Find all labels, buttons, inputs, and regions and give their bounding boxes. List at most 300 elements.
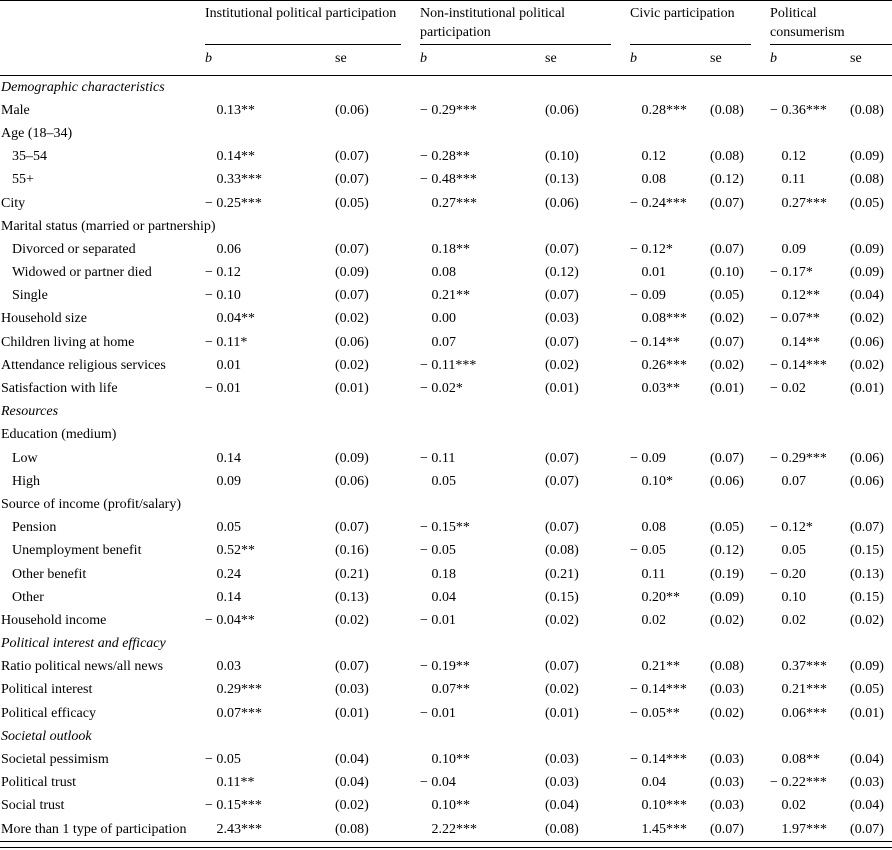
coefficient-value: 0.10 xyxy=(781,589,806,605)
row-label: Unemployment benefit xyxy=(12,543,142,559)
standard-error-cell: (0.19) xyxy=(710,566,744,582)
coefficient-value: 0.13** xyxy=(216,102,255,118)
standard-error-cell xyxy=(330,215,415,238)
standard-error-cell: (0.06) xyxy=(545,195,579,211)
coefficient-value: 0.01 xyxy=(216,357,241,373)
corner-empty-cell xyxy=(0,1,200,46)
coefficient-cell xyxy=(415,122,540,145)
table-row xyxy=(0,238,892,261)
coefficient-cell xyxy=(415,586,540,609)
coefficient-cell: − 0.12* xyxy=(770,520,813,536)
coefficient-cell xyxy=(415,308,540,331)
coefficient-value: 1.97*** xyxy=(781,821,827,837)
standard-error-cell: (0.07) xyxy=(335,288,369,304)
standard-error-cell: (0.01) xyxy=(545,705,579,721)
coefficient-cell xyxy=(625,563,705,586)
column-group-label: Civic participation xyxy=(630,1,751,45)
table-row xyxy=(0,285,892,308)
coefficient-value: 0.14** xyxy=(781,334,820,350)
coefficient-cell xyxy=(765,609,845,632)
standard-error-cell: (0.16) xyxy=(335,543,369,559)
standard-error-cell: (0.07) xyxy=(545,288,579,304)
coefficient-cell xyxy=(765,493,845,516)
section-row xyxy=(0,633,892,656)
column-group-label: Institutional political participation xyxy=(205,1,401,45)
table-row xyxy=(0,215,892,238)
row-label: Household income xyxy=(1,612,107,628)
coefficient-value: 1.45*** xyxy=(641,821,687,837)
row-label: City xyxy=(1,195,26,211)
standard-error-cell: (0.07) xyxy=(545,520,579,536)
row-label: Pension xyxy=(12,520,57,536)
coefficient-cell: − 0.05 xyxy=(630,543,666,559)
coefficient-cell xyxy=(765,818,845,842)
standard-error-cell: (0.04) xyxy=(545,798,579,814)
coefficient-value: 0.05 xyxy=(216,520,241,536)
col-header-b: b xyxy=(625,45,705,76)
coefficient-value: 0.37*** xyxy=(781,659,827,675)
standard-error-cell: (0.04) xyxy=(850,752,884,768)
coefficient-value: 0.11** xyxy=(216,775,255,791)
row-label: High xyxy=(12,473,40,489)
standard-error-cell: (0.08) xyxy=(540,818,625,842)
standard-error-cell: (0.01) xyxy=(335,381,369,397)
coefficient-cell: − 0.05** xyxy=(630,705,680,721)
table-row xyxy=(0,818,892,842)
coefficient-value: 0.14** xyxy=(216,149,255,165)
coefficient-cell xyxy=(625,262,705,285)
coefficient-value: 0.27*** xyxy=(431,195,477,211)
standard-error-cell: (0.07) xyxy=(710,195,744,211)
coefficient-cell xyxy=(625,586,705,609)
standard-error-cell: (0.06) xyxy=(850,450,884,466)
coefficient-cell: − 0.29*** xyxy=(420,102,477,118)
coefficient-cell: − 0.02 xyxy=(770,381,806,397)
coefficient-value: 0.04 xyxy=(431,589,456,605)
coefficient-value: 0.05 xyxy=(431,473,456,489)
coefficient-value: 0.18** xyxy=(431,241,470,257)
standard-error-cell: (0.08) xyxy=(330,818,415,842)
coefficient-cell xyxy=(415,238,540,261)
standard-error-cell: (0.01) xyxy=(710,381,744,397)
coefficient-value: 0.11 xyxy=(781,172,806,188)
coefficient-value: 0.03** xyxy=(641,381,680,397)
coefficient-cell: − 0.25*** xyxy=(205,195,262,211)
coefficient-cell xyxy=(625,215,705,238)
section-row xyxy=(0,725,892,748)
coefficient-value: 0.06 xyxy=(216,241,241,257)
standard-error-cell: (0.12) xyxy=(710,172,744,188)
coefficient-cell xyxy=(200,447,330,470)
coefficient-cell xyxy=(415,331,540,354)
coefficient-cell xyxy=(625,493,705,516)
coefficient-cell xyxy=(200,354,330,377)
coefficient-cell xyxy=(625,656,705,679)
row-label: Other xyxy=(12,589,44,605)
coefficient-value: 0.12 xyxy=(781,149,806,165)
coefficient-cell xyxy=(765,679,845,702)
row-label: Attendance religious services xyxy=(1,357,166,373)
coefficient-value: 0.27*** xyxy=(781,195,827,211)
coefficient-value: 0.02 xyxy=(781,612,806,628)
table-row xyxy=(0,447,892,470)
standard-error-cell: (0.07) xyxy=(335,520,369,536)
coefficient-value: 0.10** xyxy=(431,752,470,768)
coefficient-cell xyxy=(765,748,845,771)
coefficient-cell xyxy=(765,470,845,493)
coefficient-value: 0.09 xyxy=(781,241,806,257)
coefficient-value: 0.08 xyxy=(431,265,456,281)
table-row xyxy=(0,99,892,122)
coefficient-value: 0.52** xyxy=(216,543,255,559)
coefficient-cell: − 0.07** xyxy=(770,311,820,327)
standard-error-cell: (0.07) xyxy=(850,520,884,536)
coefficient-cell xyxy=(200,308,330,331)
standard-error-cell: (0.01) xyxy=(335,705,369,721)
coefficient-cell xyxy=(200,563,330,586)
column-group-label: Political consumerism xyxy=(770,1,892,45)
standard-error-cell: (0.04) xyxy=(850,288,884,304)
coefficient-cell xyxy=(625,354,705,377)
table-row xyxy=(0,308,892,331)
coefficient-cell xyxy=(765,424,845,447)
coefficient-cell xyxy=(625,99,705,122)
coefficient-cell xyxy=(415,563,540,586)
standard-error-cell xyxy=(845,122,892,145)
standard-error-cell: (0.09) xyxy=(850,149,884,165)
coefficient-cell xyxy=(200,818,330,842)
standard-error-cell: (0.05) xyxy=(710,520,744,536)
table-row xyxy=(0,262,892,285)
coefficient-value: 0.06*** xyxy=(781,705,827,721)
col-header-se: se xyxy=(705,45,765,76)
coefficient-cell: − 0.17* xyxy=(770,265,813,281)
coefficient-cell: − 0.20 xyxy=(770,566,806,582)
standard-error-cell: (0.03) xyxy=(545,311,579,327)
table-row xyxy=(0,122,892,145)
column-group-civic xyxy=(625,1,765,46)
column-group-label: Non-institutional political participation xyxy=(420,1,611,45)
standard-error-cell: (0.01) xyxy=(545,381,579,397)
standard-error-cell: (0.06) xyxy=(335,102,369,118)
coefficient-value: 0.12 xyxy=(641,149,666,165)
standard-error-cell: (0.04) xyxy=(335,775,369,791)
coefficient-cell: − 0.19** xyxy=(420,659,470,675)
standard-error-cell: (0.09) xyxy=(850,659,884,675)
coefficient-value: 0.08 xyxy=(641,172,666,188)
coefficient-cell xyxy=(625,517,705,540)
coefficient-cell xyxy=(625,818,705,842)
coefficient-cell xyxy=(625,424,705,447)
standard-error-cell: (0.02) xyxy=(335,357,369,373)
section-label: Demographic characteristics xyxy=(1,79,165,95)
coefficient-cell xyxy=(415,795,540,818)
standard-error-cell: (0.13) xyxy=(335,589,369,605)
standard-error-cell: (0.01) xyxy=(850,381,884,397)
row-label: Political efficacy xyxy=(1,705,96,721)
row-label: Low xyxy=(12,450,38,466)
coefficient-value: 0.08*** xyxy=(641,311,687,327)
coefficient-cell: − 0.14*** xyxy=(630,752,687,768)
standard-error-cell xyxy=(705,424,765,447)
coefficient-value: 0.33*** xyxy=(216,172,262,188)
coefficient-cell: − 0.04** xyxy=(205,612,255,628)
standard-error-cell: (0.02) xyxy=(335,612,369,628)
table-row xyxy=(0,795,892,818)
coefficient-cell: − 0.05 xyxy=(420,543,456,559)
coefficient-cell xyxy=(200,215,330,238)
column-group-header-row xyxy=(0,1,892,46)
standard-error-cell xyxy=(540,215,625,238)
standard-error-cell: (0.07) xyxy=(845,818,892,842)
standard-error-cell: (0.09) xyxy=(710,589,744,605)
standard-error-cell: (0.03) xyxy=(335,682,369,698)
table-row xyxy=(0,748,892,771)
table-bottom-rule xyxy=(0,847,892,848)
standard-error-cell: (0.02) xyxy=(545,357,579,373)
coefficient-cell xyxy=(415,679,540,702)
coefficient-cell xyxy=(415,818,540,842)
coefficient-value: 0.08** xyxy=(781,752,820,768)
table-row xyxy=(0,331,892,354)
section-row xyxy=(0,401,892,424)
coefficient-value: 2.22*** xyxy=(431,821,477,837)
standard-error-cell: (0.07) xyxy=(335,659,369,675)
coefficient-value: 0.10*** xyxy=(641,798,687,814)
coefficient-value: 0.20** xyxy=(641,589,680,605)
row-label: Education (medium) xyxy=(1,427,117,443)
table-row xyxy=(0,702,892,725)
standard-error-cell: (0.07) xyxy=(545,241,579,257)
coefficient-value: 2.43*** xyxy=(216,821,262,837)
standard-error-cell: (0.06) xyxy=(710,473,744,489)
row-label: Social trust xyxy=(1,798,65,814)
coefficient-cell xyxy=(625,470,705,493)
coefficient-cell: − 0.09 xyxy=(630,288,666,304)
row-label: Political interest xyxy=(1,682,93,698)
coefficient-value: 0.08 xyxy=(641,520,666,536)
section-label: Societal outlook xyxy=(1,728,92,744)
row-label: Societal pessimism xyxy=(1,752,109,768)
table-row xyxy=(0,424,892,447)
coefficient-cell: − 0.12* xyxy=(630,241,673,257)
standard-error-cell: (0.07) xyxy=(545,473,579,489)
coefficient-value: 0.26*** xyxy=(641,357,687,373)
standard-error-cell: (0.06) xyxy=(850,473,884,489)
coefficient-cell: − 0.22*** xyxy=(770,775,827,791)
coefficient-cell xyxy=(625,122,705,145)
coefficient-cell xyxy=(200,470,330,493)
standard-error-cell: (0.07) xyxy=(545,659,579,675)
standard-error-cell xyxy=(845,215,892,238)
coefficient-cell xyxy=(765,285,845,308)
coefficient-cell: − 0.01 xyxy=(420,705,456,721)
standard-error-cell xyxy=(540,424,625,447)
section-label: Resources xyxy=(1,404,59,420)
standard-error-cell: (0.15) xyxy=(850,589,884,605)
standard-error-cell: (0.21) xyxy=(545,566,579,582)
standard-error-cell: (0.03) xyxy=(545,775,579,791)
coefficient-cell xyxy=(765,795,845,818)
standard-error-cell: (0.10) xyxy=(545,149,579,165)
coefficient-cell xyxy=(625,308,705,331)
coefficient-cell: − 0.01 xyxy=(205,381,241,397)
coefficient-cell xyxy=(765,169,845,192)
standard-error-cell: (0.02) xyxy=(850,612,884,628)
standard-error-cell: (0.12) xyxy=(710,543,744,559)
coefficient-cell: − 0.36*** xyxy=(770,102,827,118)
table-row xyxy=(0,563,892,586)
coefficient-value: 0.21** xyxy=(431,288,470,304)
standard-error-cell: (0.05) xyxy=(850,195,884,211)
section-row xyxy=(0,76,892,100)
coefficient-cell: − 0.12 xyxy=(205,265,241,281)
row-label: Children living at home xyxy=(1,334,135,350)
row-label: More than 1 type of participation xyxy=(0,818,200,842)
coefficient-cell: − 0.05 xyxy=(205,752,241,768)
standard-error-cell: (0.09) xyxy=(850,265,884,281)
standard-error-cell: (0.08) xyxy=(710,149,744,165)
coefficient-cell xyxy=(625,169,705,192)
coefficient-cell xyxy=(765,146,845,169)
coefficient-cell xyxy=(415,470,540,493)
results-table-body xyxy=(0,76,892,842)
coefficient-cell xyxy=(625,795,705,818)
standard-error-cell: (0.12) xyxy=(545,265,579,281)
coefficient-value: 0.21*** xyxy=(781,682,827,698)
standard-error-cell: (0.02) xyxy=(545,682,579,698)
row-label: Widowed or partner died xyxy=(12,265,152,281)
table-row xyxy=(0,377,892,400)
table-row xyxy=(0,656,892,679)
standard-error-cell: (0.07) xyxy=(710,450,744,466)
standard-error-cell: (0.07) xyxy=(335,149,369,165)
standard-error-cell xyxy=(330,122,415,145)
standard-error-cell: (0.07) xyxy=(545,450,579,466)
standard-error-cell xyxy=(845,424,892,447)
standard-error-cell: (0.07) xyxy=(335,172,369,188)
standard-error-cell: (0.05) xyxy=(850,682,884,698)
standard-error-cell: (0.08) xyxy=(710,102,744,118)
standard-error-cell: (0.03) xyxy=(850,775,884,791)
coefficient-cell xyxy=(765,586,845,609)
coefficient-cell xyxy=(625,146,705,169)
standard-error-cell xyxy=(330,424,415,447)
standard-error-cell: (0.02) xyxy=(850,311,884,327)
results-table-head xyxy=(0,1,892,76)
table-row xyxy=(0,146,892,169)
table-row xyxy=(0,517,892,540)
coefficient-cell xyxy=(765,702,845,725)
row-label: Divorced or separated xyxy=(12,241,136,257)
row-label: Age (18–34) xyxy=(1,125,73,141)
coefficient-value: 0.29*** xyxy=(216,682,262,698)
corner-empty-cell xyxy=(0,45,200,76)
coefficient-cell xyxy=(415,262,540,285)
row-label: Other benefit xyxy=(12,566,87,582)
row-label: Ratio political news/all news xyxy=(1,659,164,675)
col-header-b: b xyxy=(200,45,330,76)
row-label: Marital status (married or partnership) xyxy=(1,218,216,234)
standard-error-cell: (0.05) xyxy=(710,288,744,304)
coefficient-value: 0.10* xyxy=(641,473,673,489)
coefficient-value: 0.00 xyxy=(431,311,456,327)
table-row xyxy=(0,169,892,192)
coefficient-cell: − 0.24*** xyxy=(630,195,687,211)
col-header-se: se xyxy=(540,45,625,76)
coefficient-cell xyxy=(200,493,330,516)
coefficient-cell: − 0.28** xyxy=(420,149,470,165)
standard-error-cell: (0.06) xyxy=(545,102,579,118)
coefficient-cell: − 0.14*** xyxy=(770,357,827,373)
coefficient-cell xyxy=(625,772,705,795)
standard-error-cell: (0.02) xyxy=(710,705,744,721)
col-header-se: se xyxy=(330,45,415,76)
coefficient-cell xyxy=(765,238,845,261)
coefficient-cell xyxy=(415,285,540,308)
coefficient-value: 0.07*** xyxy=(216,705,262,721)
coefficient-cell: − 0.01 xyxy=(420,612,456,628)
coefficient-value: 0.14 xyxy=(216,589,241,605)
standard-error-cell: (0.02) xyxy=(710,612,744,628)
standard-error-cell: (0.06) xyxy=(335,334,369,350)
column-group-institutional xyxy=(200,1,415,46)
coefficient-value: 0.04** xyxy=(216,311,255,327)
standard-error-cell: (0.02) xyxy=(850,357,884,373)
coefficient-cell xyxy=(625,377,705,400)
standard-error-cell: (0.08) xyxy=(850,172,884,188)
standard-error-cell: (0.07) xyxy=(545,334,579,350)
standard-error-cell: (0.07) xyxy=(710,334,744,350)
table-row xyxy=(0,679,892,702)
coefficient-cell xyxy=(765,656,845,679)
standard-error-cell: (0.09) xyxy=(850,241,884,257)
standard-error-cell: (0.01) xyxy=(850,705,884,721)
standard-error-cell: (0.09) xyxy=(335,450,369,466)
coefficient-cell: − 0.11*** xyxy=(420,357,477,373)
standard-error-cell: (0.08) xyxy=(545,543,579,559)
coefficient-cell: − 0.11* xyxy=(205,334,248,350)
coefficient-cell: − 0.04 xyxy=(420,775,456,791)
coefficient-cell xyxy=(200,238,330,261)
row-label: Source of income (profit/salary) xyxy=(1,496,181,512)
standard-error-cell: (0.08) xyxy=(850,102,884,118)
coefficient-value: 0.10** xyxy=(431,798,470,814)
standard-error-cell: (0.07) xyxy=(710,241,744,257)
row-label: 35–54 xyxy=(12,149,47,165)
row-label: Political trust xyxy=(1,775,77,791)
standard-error-cell: (0.02) xyxy=(335,798,369,814)
standard-error-cell: (0.08) xyxy=(710,659,744,675)
coefficient-cell: − 0.14*** xyxy=(630,682,687,698)
table-row xyxy=(0,540,892,563)
coefficient-cell xyxy=(765,540,845,563)
coefficient-value: 0.05 xyxy=(781,543,806,559)
coefficient-cell xyxy=(200,772,330,795)
standard-error-cell: (0.13) xyxy=(545,172,579,188)
coefficient-cell: − 0.14** xyxy=(630,334,680,350)
coefficient-cell xyxy=(765,331,845,354)
coefficient-cell: − 0.02* xyxy=(420,381,463,397)
standard-error-cell xyxy=(705,493,765,516)
coefficient-cell: − 0.15*** xyxy=(205,798,262,814)
coefficient-cell xyxy=(200,656,330,679)
standard-error-cell: (0.07) xyxy=(705,818,765,842)
standard-error-cell: (0.06) xyxy=(850,334,884,350)
table-row xyxy=(0,470,892,493)
sub-header-row xyxy=(0,45,892,76)
coefficient-cell xyxy=(415,424,540,447)
